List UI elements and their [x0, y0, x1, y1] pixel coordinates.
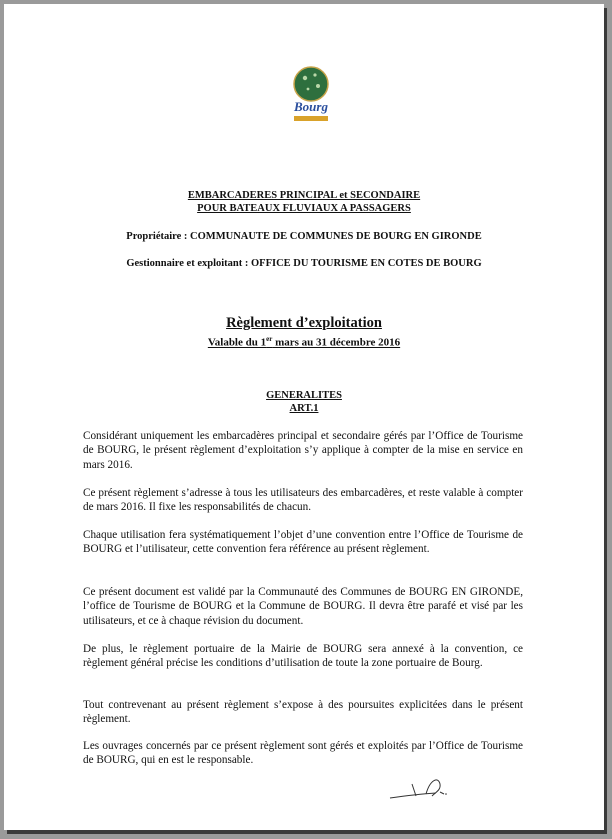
- manager-line: Gestionnaire et exploitant : OFFICE DU TOURISME EN COTES DE BOURG: [126, 258, 482, 269]
- paragraph: Tout contrevenant au présent règlement s’expose à des poursuites explicitées dans le présent règlement.: [83, 699, 523, 726]
- document-title-line1: EMBARCADERES PRINCIPAL et SECONDAIRE: [187, 190, 421, 201]
- section-title: GENERALITES: [266, 390, 342, 401]
- svg-text:Bourg: Bourg: [294, 99, 328, 114]
- bourg-logo-icon: [286, 64, 336, 126]
- validity-prefix: Valable du 1: [207, 336, 267, 349]
- paragraph: Les ouvrages concernés par ce présent règlement sont gérés et exploités par l’Office de Tourisme de BOURG, qui en est le responsable.: [83, 740, 523, 767]
- paragraph: Ce présent règlement s’adresse à tous les utilisateurs des embarcadères, et reste valable à compter de mars 2016. Il fixe les responsabilités de chacun.: [83, 487, 523, 514]
- document-title-line2: POUR BATEAUX FLUVIAUX A PASSAGERS: [197, 203, 411, 214]
- validity-sup: er: [266, 335, 273, 343]
- paragraph: Ce présent document est validé par la Communauté des Communes de BOURG EN GIRONDE, l’office de Tourisme de BOURG et la Commune de BOURG. Il devra être parafé et visé par les utilisateurs, et ce à chaque révision du document.: [83, 586, 523, 627]
- paragraph: De plus, le règlement portuaire de la Mairie de BOURG sera annexé à la convention, ce règlement général précise les conditions d’utilisation de toute la zone portuaire de Bourg.: [83, 643, 523, 670]
- handwritten-signature-icon: [386, 772, 456, 806]
- owner-line: Propriétaire : COMMUNAUTE DE COMMUNES DE BOURG EN GIRONDE: [126, 231, 482, 242]
- validity-line: [4, 335, 604, 349]
- reglement-title: Règlement d’exploitation: [226, 315, 382, 331]
- validity-suffix: mars au 31 décembre 2016: [272, 336, 401, 349]
- article-number: ART.1: [289, 403, 319, 414]
- document-page: [4, 4, 604, 830]
- paragraph: Considérant uniquement les embarcadères principal et secondaire gérés par l’Office de Tourisme de BOURG, le présent règlement d’exploitation s’y applique à compter de la mise en service en mars 2016.: [83, 430, 523, 471]
- paragraph: Chaque utilisation fera systématiquement l’objet d’une convention entre l’Office de Tourisme de BOURG et l’utilisateur, cette convention fera référence au présent règlement.: [83, 529, 523, 556]
